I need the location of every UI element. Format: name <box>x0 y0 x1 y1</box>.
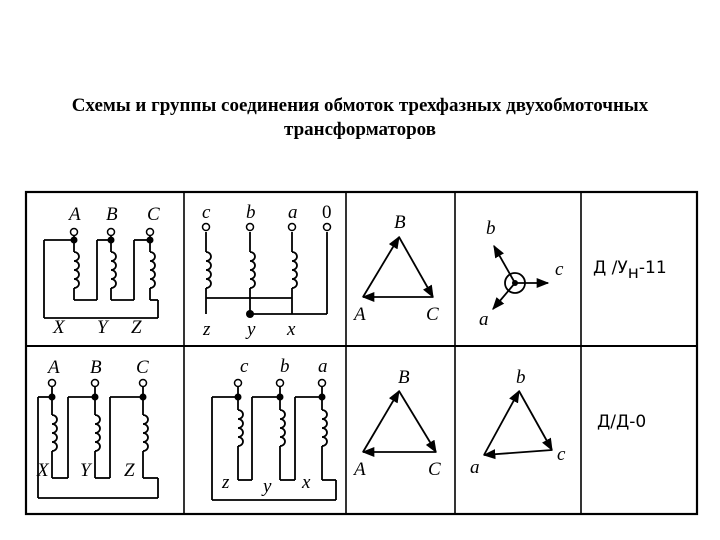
row1-lv-label-c: c <box>202 202 211 223</box>
row1-vector-label-A: A <box>354 304 366 325</box>
row1-vector-label-C: C <box>426 304 439 325</box>
row2-hv-label-X: X <box>37 460 49 481</box>
row2-vector-label-c: c <box>557 444 566 465</box>
row1-hv-label-A: A <box>69 204 81 225</box>
row2-vector-label-a: a <box>470 457 480 478</box>
row1-hv-vector-triangle <box>363 237 433 297</box>
row1-group-label: Д /Ун-11 <box>593 258 667 283</box>
row2-lv-label-y: y <box>263 476 272 497</box>
row2-lv-label-b: b <box>280 356 290 377</box>
row2-hv-label-C: C <box>136 357 149 378</box>
row1-lv-winding <box>206 232 327 314</box>
row2-lv-winding <box>212 397 336 500</box>
row1-lv-label-y: y <box>247 319 256 340</box>
row1-hv-label-X: X <box>53 317 65 338</box>
row2-lv-label-x: x <box>302 472 311 493</box>
row2-hv-vector-triangle <box>363 391 436 452</box>
row2-hv-winding <box>38 397 158 498</box>
row1-lv-vector-star <box>493 246 548 309</box>
row2-hv-label-B: B <box>90 357 102 378</box>
row1-lv-label-z: z <box>203 319 211 340</box>
row1-star-label-a: a <box>479 309 489 330</box>
row2-lv-vector-triangle <box>484 391 552 455</box>
row1-lv-label-b: b <box>246 202 256 223</box>
row1-lv-label-x: x <box>287 319 296 340</box>
row1-hv-label-B: B <box>106 204 118 225</box>
row1-hv-terminals <box>71 229 154 244</box>
row2-hv-label-Z: Z <box>124 460 135 481</box>
row2-hv-label-Y: Y <box>80 460 91 481</box>
row2-hv-label-A: A <box>48 357 60 378</box>
row2-lv-label-a: a <box>318 356 328 377</box>
row1-star-label-c: c <box>555 259 564 280</box>
row2-lv-label-c: c <box>240 356 249 377</box>
row1-lv-label-a: a <box>288 202 298 223</box>
row2-vector-label-C: C <box>428 459 441 480</box>
row1-star-label-b: b <box>486 218 496 239</box>
row2-lv-label-z: z <box>222 472 230 493</box>
row1-hv-label-Z: Z <box>131 317 142 338</box>
row1-lv-terminals <box>203 224 331 319</box>
row2-vector-label-b: b <box>516 367 526 388</box>
row1-hv-label-C: C <box>147 204 160 225</box>
row1-lv-label-0: 0 <box>322 202 332 223</box>
row1-hv-winding <box>44 238 158 318</box>
row2-vector-label-A: A <box>354 459 366 480</box>
row1-vector-label-B: B <box>394 212 406 233</box>
title-line-1: Схемы и группы соединения обмоток трехфазных двухобмоточных <box>71 95 649 116</box>
title-line-2: трансформаторов <box>284 119 436 140</box>
row1-hv-label-Y: Y <box>97 317 108 338</box>
row2-vector-label-B: B <box>398 367 410 388</box>
row2-group-label: Д/Д-0 <box>597 412 647 432</box>
